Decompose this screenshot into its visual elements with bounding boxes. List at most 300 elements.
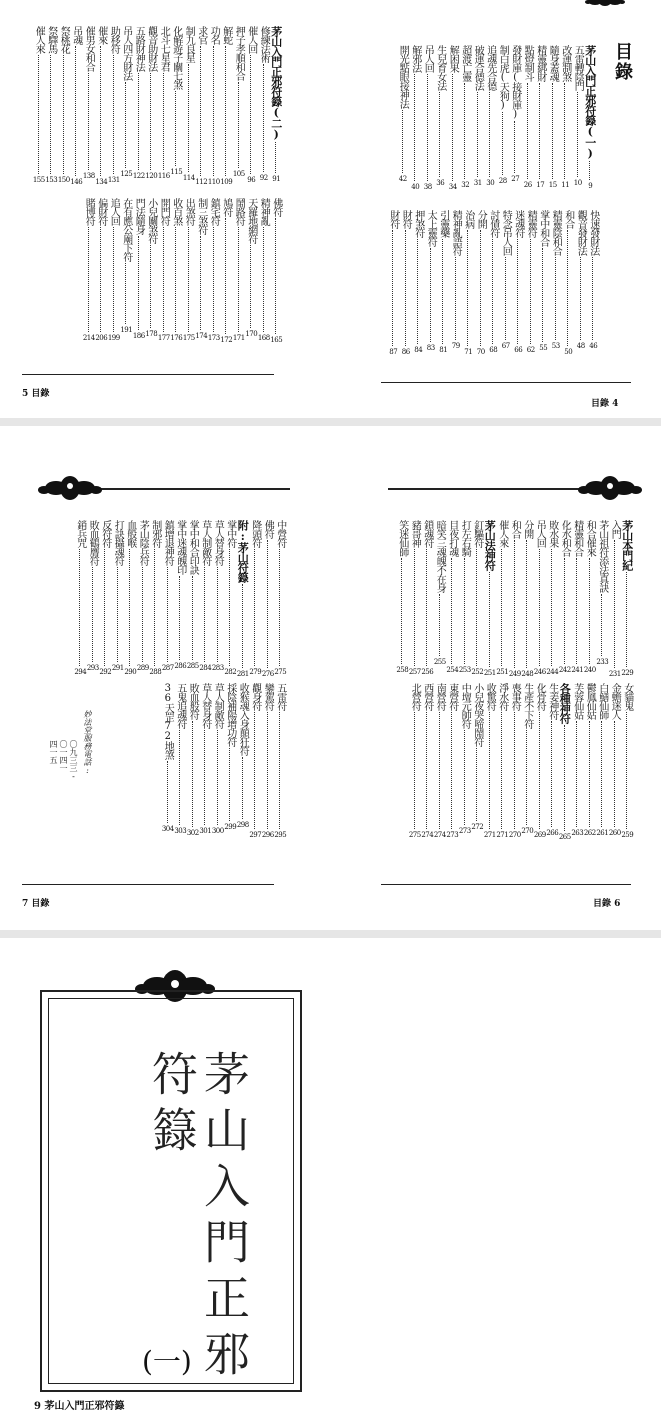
- toc-entry-title: 女貓鬼: [621, 683, 633, 710]
- toc-entry-title: 降頭符: [249, 520, 261, 547]
- toc-entry: [535, 45, 547, 189]
- toc-entry-title: 引靈藥: [437, 210, 449, 237]
- toc-leader-dots: [539, 83, 541, 179]
- toc-leader-dots: [401, 558, 403, 664]
- toc-leader-dots: [576, 721, 578, 827]
- toc-entry-title: 治病: [462, 210, 474, 228]
- toc-leader-dots: [414, 74, 416, 181]
- toc-leader-dots: [63, 55, 65, 174]
- toc-page-number: 38: [423, 183, 432, 191]
- toc-page-number: 15: [548, 181, 557, 189]
- toc-page-number: 71: [464, 348, 473, 356]
- toc-page-number: 175: [182, 334, 195, 342]
- toc-entry-title: 草人替身符: [212, 520, 224, 565]
- toc-entry-title: 分開: [475, 210, 487, 228]
- toc-page-number: 191: [120, 326, 133, 334]
- toc-page-number: 146: [70, 178, 83, 186]
- toc-page-number: 290: [124, 668, 137, 676]
- toc-page-number: 284: [199, 664, 212, 672]
- toc-page-number: 297: [249, 831, 262, 839]
- toc-entry-title: 和合: [509, 520, 521, 538]
- toc-entry-title: 草人制敵符: [199, 520, 211, 565]
- toc-leader-dots: [38, 55, 40, 174]
- toc-entry: [484, 683, 496, 839]
- toc-entry: [472, 520, 484, 676]
- toc-leader-dots: [576, 558, 578, 664]
- toc-page-number: 282: [224, 668, 237, 676]
- toc-page-number: 32: [461, 181, 470, 189]
- toc-entry: [397, 520, 409, 674]
- toc-page-number: 168: [257, 334, 270, 342]
- toc-entry: [463, 210, 475, 356]
- toc-entry: [58, 26, 70, 184]
- toc-entry: [597, 683, 609, 837]
- toc-entry-title: 財符: [400, 210, 412, 228]
- toc-leader-dots: [250, 245, 252, 328]
- toc-leader-dots: [254, 549, 256, 666]
- toc-page-number: 251: [483, 669, 496, 677]
- toc-entry: [175, 683, 187, 835]
- toc-block-a: [371, 45, 596, 191]
- toc-leader-dots: [275, 218, 277, 334]
- toc-page-number: 287: [161, 664, 174, 672]
- toc-entry-title: 和合催來: [584, 520, 596, 556]
- toc-entry-title: 血般喉: [124, 520, 136, 547]
- toc-entry: [560, 45, 572, 189]
- toc-entry: [434, 520, 446, 666]
- toc-entry-title: 鑾駕符: [262, 683, 274, 710]
- toc-page-number: 42: [398, 175, 407, 183]
- toc-page-number: 254: [446, 666, 459, 674]
- toc-entry: [212, 683, 224, 835]
- toc-entry-title: 在有應公廟下符: [120, 198, 132, 261]
- toc-entry: [472, 45, 484, 187]
- toc-entry: [450, 210, 462, 350]
- toc-entry: [622, 683, 634, 839]
- toc-page-number: 28: [498, 177, 507, 185]
- toc-page-number: 248: [521, 670, 534, 678]
- toc-entry: [434, 683, 446, 839]
- toc-entry: [250, 683, 262, 839]
- toc-entry: [158, 26, 170, 180]
- toc-entry: [108, 198, 120, 342]
- toc-entry-title: 鎖魂符: [421, 520, 433, 547]
- toc-entry-title: 解蛇: [220, 26, 232, 44]
- toc-entry: [422, 45, 434, 191]
- contact-line: 四一五: [49, 740, 58, 764]
- toc-entry-title: 太上靈符: [425, 210, 437, 246]
- toc-entry: [171, 26, 183, 176]
- toc-entry: [563, 210, 575, 356]
- toc-page-number: 122: [132, 172, 145, 180]
- toc-page-number: 303: [174, 827, 187, 835]
- toc-entry-title: 掌中迷魂魄印: [174, 520, 186, 574]
- toc-leader-dots: [138, 236, 140, 330]
- toc-leader-dots: [589, 558, 591, 664]
- toc-entry-title: 目夜打魂: [446, 520, 458, 556]
- toc-entry-title: 喪事符: [509, 683, 521, 710]
- page-footer: 5 目錄: [22, 389, 50, 399]
- toc-entry-title: 化解遊子關七煞: [170, 26, 182, 89]
- toc-page-number: 288: [149, 668, 162, 676]
- toc-entry-title: 催男女和合: [83, 26, 95, 71]
- toc-page-number: 165: [270, 336, 283, 344]
- toc-entry: [538, 210, 550, 352]
- toc-leader-dots: [167, 567, 169, 662]
- toc-leader-dots: [250, 55, 252, 174]
- toc-leader-dots: [204, 730, 206, 825]
- cover-title: 茅山入門正邪符籙: [145, 1050, 251, 1386]
- toc-entry-title: 中壇元帥符: [459, 683, 471, 728]
- toc-leader-dots: [267, 540, 269, 668]
- toc-page-number: 125: [120, 170, 133, 178]
- toc-entry-title: 敗血般符: [187, 683, 199, 719]
- toc-entry: [409, 683, 421, 839]
- toc-entry-title: 草人制敵符: [212, 683, 224, 728]
- toc-page-number: 291: [111, 664, 124, 672]
- toc-entry: [447, 520, 459, 674]
- toc-entry: [221, 26, 233, 186]
- toc-entry-title: 鎮增退神符: [162, 520, 174, 565]
- toc-leader-dots: [254, 712, 256, 829]
- toc-page-number: 241: [571, 666, 584, 674]
- toc-entry: [258, 198, 270, 342]
- toc-entry: [237, 683, 249, 829]
- toc-entry-title: 精靈和合: [571, 520, 583, 556]
- toc-entry-title: 押子孝順和合: [233, 26, 245, 80]
- toc-entry: [158, 198, 170, 342]
- contact-stamp: [36, 710, 92, 860]
- toc-entry: [233, 26, 245, 178]
- toc-page-number: 170: [245, 330, 258, 338]
- toc-entry-title: 和合: [562, 210, 574, 228]
- toc-entry: [559, 520, 571, 674]
- toc-page-number: 176: [170, 334, 183, 342]
- toc-page-number: 258: [396, 666, 409, 674]
- toc-entry-title: 收百煞: [170, 198, 182, 225]
- toc-leader-dots: [551, 721, 553, 827]
- toc-page-number: 262: [583, 829, 596, 837]
- toc-page-number: 240: [583, 666, 596, 674]
- toc-entry: [33, 26, 45, 184]
- toc-entry-title: 開門符: [158, 198, 170, 225]
- toc-page-number: 110: [207, 178, 220, 186]
- toc-entry-title: 小兒夜哭啼鬧符: [471, 683, 483, 746]
- toc-page-number: 138: [82, 172, 95, 180]
- toc-page-number: 270: [508, 831, 521, 839]
- toc-entry: [108, 26, 120, 184]
- toc-page-number: 229: [621, 669, 634, 677]
- toc-entry-title: 吊人回: [422, 45, 434, 72]
- toc-leader-dots: [417, 239, 419, 344]
- toc-entry: [237, 520, 249, 678]
- toc-entry: [121, 198, 133, 334]
- toc-leader-dots: [514, 712, 516, 829]
- toc-entry-title: 銷兵咒: [74, 520, 86, 547]
- toc-entry: [509, 520, 521, 678]
- contact-line: 〇九三三-: [69, 740, 78, 781]
- toc-entry: [400, 210, 412, 356]
- toc-leader-dots: [179, 576, 181, 660]
- toc-entry-title: 觀音助財法: [145, 26, 157, 71]
- toc-leader-dots: [113, 227, 115, 332]
- toc-block-a: [20, 26, 282, 186]
- toc-leader-dots: [464, 83, 466, 179]
- toc-leader-dots: [238, 82, 240, 168]
- toc-leader-dots: [542, 248, 544, 342]
- toc-page-number: 131: [107, 176, 120, 184]
- toc-entry: [459, 683, 471, 835]
- toc-page-number: 31: [473, 179, 482, 187]
- toc-leader-dots: [580, 257, 582, 340]
- toc-entry-title: 精靈陰和合: [550, 210, 562, 255]
- toc-entry: [534, 520, 546, 676]
- toc-entry: [447, 45, 459, 191]
- toc-leader-dots: [263, 227, 265, 332]
- toc-page-number: 79: [451, 342, 460, 350]
- footer-rule: [381, 382, 631, 383]
- toc-leader-dots: [476, 549, 478, 666]
- toc-page-number: 112: [195, 178, 208, 186]
- toc-entry: [225, 683, 237, 831]
- toc-entry-title: 南營符: [434, 683, 446, 710]
- toc-entry-title: 敗水果: [546, 520, 558, 547]
- toc-leader-dots: [163, 73, 165, 170]
- toc-page-number: 257: [408, 668, 421, 676]
- toc-entry: [175, 520, 187, 670]
- toc-leader-dots: [200, 46, 202, 176]
- toc-leader-dots: [138, 73, 140, 170]
- toc-leader-dots: [564, 725, 566, 831]
- toc-entry-title: 鎮宅符: [208, 198, 220, 225]
- toc-page-number: 62: [526, 346, 535, 354]
- toc-leader-dots: [426, 549, 428, 666]
- toc-entry-title: 財符: [387, 210, 399, 228]
- toc-entry-title: 豬哥神: [409, 520, 421, 547]
- spread-pages-4-5: [0, 0, 661, 415]
- toc-page-number: 81: [439, 346, 448, 354]
- toc-entry-title: 解困果: [447, 45, 459, 72]
- toc-entry-title: 生產不下符: [521, 683, 533, 728]
- toc-entry: [459, 520, 471, 674]
- toc-entry-title: 化水和合: [559, 520, 571, 556]
- toc-leader-dots: [539, 712, 541, 829]
- toc-entry-title: 芙蓉仙姑: [571, 683, 583, 719]
- toc-entry-title: 改運制煞: [559, 45, 571, 81]
- toc-leader-dots: [204, 567, 206, 662]
- toc-entry-title: 北斗七星君: [158, 26, 170, 71]
- toc-leader-dots: [275, 142, 277, 173]
- toc-entry: [271, 198, 283, 344]
- toc-entry: [609, 520, 621, 678]
- toc-page-number: 279: [249, 668, 262, 676]
- toc-page-number: 255: [433, 658, 446, 666]
- toc-entry-title: 生兒育女法: [434, 45, 446, 90]
- toc-page-number: 9: [588, 182, 593, 190]
- toc-leader-dots: [225, 46, 227, 176]
- toc-page-number: 92: [259, 174, 268, 182]
- toc-entry: [171, 198, 183, 342]
- toc-entry: [146, 26, 158, 180]
- toc-page-number: 66: [514, 346, 523, 354]
- toc-entry: [547, 520, 559, 676]
- toc-page-number: 244: [546, 668, 559, 676]
- toc-page-number: 153: [45, 176, 58, 184]
- toc-page-number: 178: [145, 330, 158, 338]
- toc-entry-title: 茅山入門正邪符籙(二): [269, 26, 283, 140]
- toc-entry: [125, 520, 137, 676]
- toc-page-number: 242: [558, 666, 571, 674]
- toc-leader-dots: [217, 730, 219, 825]
- toc-entry: [513, 210, 525, 354]
- toc-leader-dots: [279, 712, 281, 829]
- toc-page-number: 48: [576, 342, 585, 350]
- toc-entry-title: 佛符: [262, 520, 274, 538]
- toc-entry: [488, 210, 500, 354]
- toc-leader-dots: [150, 245, 152, 328]
- toc-entry-title: 釘驅符: [471, 520, 483, 547]
- toc-page-number: 26: [523, 181, 532, 189]
- toc-entry-title: 入門: [609, 520, 621, 538]
- toc-entry: [183, 26, 195, 182]
- toc-page-number: 87: [389, 348, 398, 356]
- toc-entry: [547, 683, 559, 837]
- toc-leader-dots: [213, 227, 215, 332]
- toc-page-number: 115: [170, 168, 183, 176]
- toc-page-number: 206: [95, 334, 108, 342]
- page-7: [0, 428, 330, 928]
- toc-leader-dots: [480, 230, 482, 346]
- toc-entry: [413, 210, 425, 354]
- toc-entry: [100, 520, 112, 676]
- toc-entry: [559, 683, 571, 841]
- toc-entry-title: 暗笑三魂魄不在身: [434, 520, 446, 592]
- toc-page-number: 214: [82, 334, 95, 342]
- toc-leader-dots: [514, 121, 516, 173]
- toc-leader-dots: [179, 730, 181, 825]
- toc-entry: [522, 520, 534, 678]
- toc-entry: [534, 683, 546, 839]
- toc-entry-title: 小兒關煞符: [145, 198, 157, 243]
- toc-leader-dots: [567, 230, 569, 346]
- toc-leader-dots: [100, 46, 102, 176]
- toc-page-number: 105: [232, 170, 245, 178]
- toc-entry-title: 生姜神符: [546, 683, 558, 719]
- toc-entry: [422, 520, 434, 676]
- toc-entry: [246, 198, 258, 338]
- toc-entry: [121, 26, 133, 178]
- toc-leader-dots: [589, 161, 591, 180]
- toc-entry: [262, 520, 274, 678]
- toc-entry: [438, 210, 450, 354]
- toc-entry: [112, 520, 124, 672]
- toc-page-number: 274: [433, 831, 446, 839]
- toc-leader-dots: [75, 46, 77, 176]
- toc-page-number: 283: [211, 664, 224, 672]
- toc-entry-title: 淨水符: [496, 683, 508, 710]
- toc-entry-title: 打訣攝魂符: [112, 520, 124, 565]
- toc-entry-title: 制九良星: [183, 26, 195, 62]
- toc-entry: [500, 210, 512, 350]
- toc-entry: [522, 683, 534, 835]
- toc-entry-title: 化骨符: [534, 683, 546, 710]
- toc-entry: [572, 520, 584, 674]
- sheet-divider: [0, 930, 661, 938]
- toc-entry: [397, 45, 409, 183]
- toc-leader-dots: [601, 594, 603, 656]
- toc-leader-dots: [242, 584, 244, 668]
- toc-entry: [575, 210, 587, 350]
- toc-page-number: 172: [220, 336, 233, 344]
- toc-entry-title: 天羅地網符: [245, 198, 257, 243]
- toc-block-b: [381, 683, 633, 841]
- toc-entry-title: 祭桃花: [58, 26, 70, 53]
- toc-entry: [585, 45, 597, 190]
- toc-leader-dots: [154, 549, 156, 666]
- page-5: [0, 0, 330, 415]
- toc-page-number: 53: [551, 342, 560, 350]
- toc-leader-dots: [117, 567, 119, 662]
- toc-entry: [422, 683, 434, 839]
- toc-entry-title: 吊魂: [70, 26, 82, 44]
- toc-leader-dots: [467, 230, 469, 346]
- toc-page-number: 17: [536, 181, 545, 189]
- page-footer: 目錄 6: [593, 899, 621, 909]
- toc-entry: [497, 683, 509, 839]
- toc-leader-dots: [242, 757, 244, 819]
- toc-entry-title: 追人回: [108, 198, 120, 225]
- toc-entry-title: 討債符: [487, 210, 499, 237]
- toc-entry: [584, 520, 596, 674]
- toc-page-number: 134: [95, 178, 108, 186]
- toc-leader-dots: [163, 227, 165, 332]
- toc-leader-dots: [188, 64, 190, 172]
- toc-leader-dots: [88, 73, 90, 170]
- toc-entry-title: 追魂先合德: [484, 45, 496, 90]
- toc-entry: [522, 45, 534, 189]
- toc-leader-dots: [92, 567, 94, 662]
- toc-leader-dots: [439, 712, 441, 829]
- toc-page-number: 275: [408, 831, 421, 839]
- toc-page-number: 84: [414, 346, 423, 354]
- toc-leader-dots: [104, 549, 106, 666]
- toc-entry-title: 偏財符: [95, 198, 107, 225]
- toc-entry-title: 收猴魂入身顛狂符: [237, 683, 249, 755]
- toc-entry: [447, 683, 459, 839]
- toc-entry: [162, 683, 174, 833]
- toc-page-number: 299: [224, 823, 237, 831]
- toc-page-number: 50: [564, 348, 573, 356]
- toc-leader-dots: [113, 55, 115, 174]
- toc-page-number: 253: [458, 666, 471, 674]
- toc-page-number: 30: [486, 179, 495, 187]
- toc-entry: [388, 210, 400, 356]
- toc-entry: [262, 683, 274, 839]
- toc-entry-title: 茅山陰兵符: [137, 520, 149, 565]
- toc-leader-dots: [505, 257, 507, 340]
- toc-entry-title: 金蟾迷人: [609, 683, 621, 719]
- toc-leader-dots: [502, 112, 504, 175]
- toc-page-number: 246: [533, 668, 546, 676]
- toc-entry: [258, 26, 270, 182]
- toc-block-b: [150, 683, 286, 839]
- toc-leader-dots: [225, 218, 227, 334]
- toc-leader-dots: [589, 721, 591, 827]
- toc-entry-title: 鬧路符: [233, 198, 245, 225]
- toc-leader-dots: [142, 567, 144, 662]
- toc-entry-title: 笑迷仙師: [396, 520, 408, 556]
- toc-page-number: 301: [199, 827, 212, 835]
